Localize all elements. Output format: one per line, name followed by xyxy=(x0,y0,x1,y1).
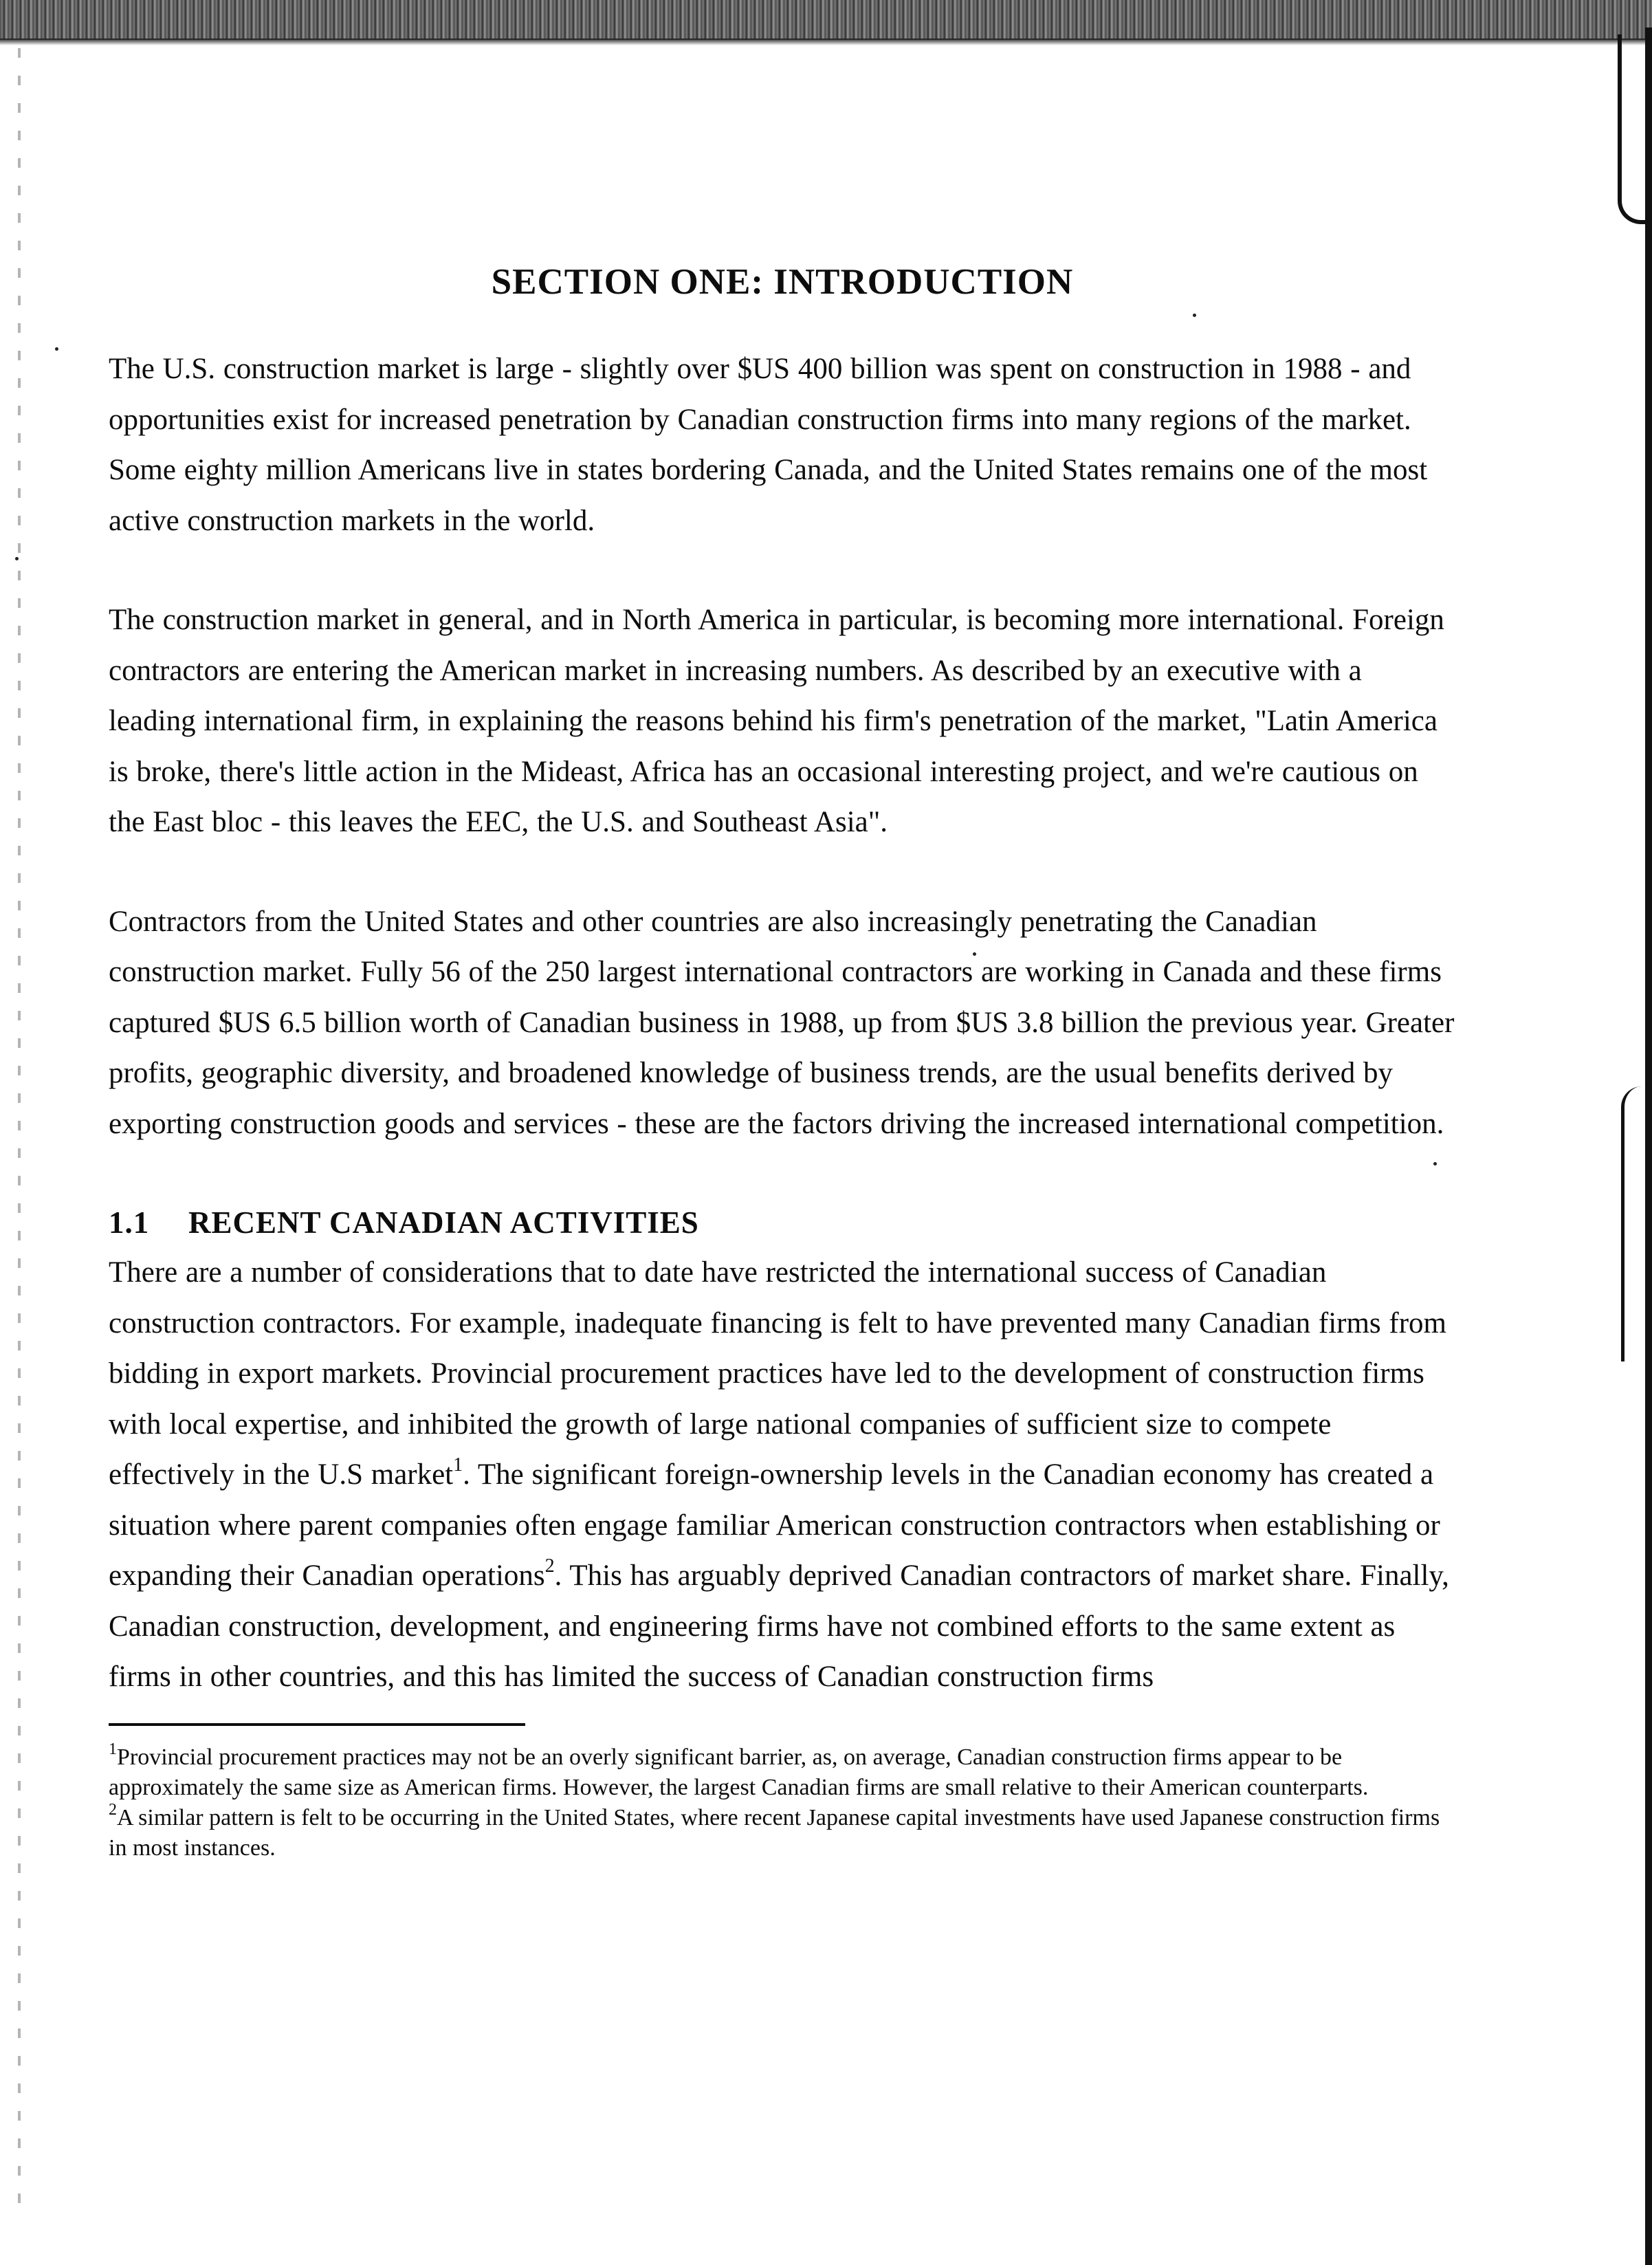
paragraph-internationalization: The construction market in general, and in North America in particular, is becoming more international. Foreign contractors are entering the American market in increasing numbers. As described by an executive with a leading international firm, in explaining the reasons behind his firm's penetration of the market, "Latin America is broke, there's little action in the Mideast, Africa has an occasional interesting project, and we're cautious on the East bloc - this leaves the EEC, the U.S. and Southeast Asia". xyxy=(109,604,1444,838)
footnote-mark: 1 xyxy=(109,1740,117,1759)
document-page xyxy=(109,261,1456,1863)
subsection-number: 1.1 xyxy=(109,1205,150,1240)
scan-border-right xyxy=(1645,28,1652,2265)
footnote-2 xyxy=(109,1803,1456,1863)
scan-border-top xyxy=(0,0,1652,40)
scan-speck xyxy=(15,557,19,560)
paragraph-foreign-contractors: Contractors from the United States and other countries are also increasingly penetrating the Canadian construction market. Fully 56 of the 250 largest international contractors are working in Canada and these firms captured $US 6.5 billion worth of Canadian business in 1988, up from $US 3.8 billion the previous year. Greater profits, geographic diversity, and broadened knowledge of business trends, are the usual benefits derived by exporting construction goods and services - these are the factors driving the increased international competition. xyxy=(109,905,1455,1140)
subsection-heading xyxy=(109,1198,1456,1247)
footnote-mark: 2 xyxy=(109,1801,117,1819)
footnote-ref-2: 2 xyxy=(544,1555,555,1577)
scan-speck xyxy=(55,347,58,351)
footnote-1 xyxy=(109,1742,1456,1803)
paragraph-text: There are a number of considerations that to date have restricted the international success of Canadian construction contractors. For example, inadequate financing is felt to have prevented many Canadian firms from bidding in export markets. Provincial procurement practices have led to the development of construction firms with local expertise, and inhibited the growth of large national companies of sufficient size to compete effectively in the U.S market xyxy=(109,1256,1446,1491)
footnote-text: A similar pattern is felt to be occurring in the United States, where recent Japanese capital investments have used Japanese construction firms in most instances. xyxy=(109,1804,1440,1861)
footnote-divider xyxy=(109,1723,525,1726)
footnote-ref-1: 1 xyxy=(453,1454,463,1476)
paragraph-canadian-activities xyxy=(109,1247,1456,1703)
subsection-title: RECENT CANADIAN ACTIVITIES xyxy=(188,1205,699,1240)
footnote-text: Provincial procurement practices may not be an overly significant barrier, as, on average, Canadian construction firms appear to be approximately the same size as American firms. However, the largest Canadian firms are small relative to their American counterparts. xyxy=(109,1744,1369,1800)
paragraph-text: . The significant foreign-ownership levels in the Canadian economy has created a situation where parent companies often engage familiar American construction contractors when establishing or expanding their Canadian operations xyxy=(109,1458,1440,1592)
page-curl-top xyxy=(1618,34,1645,224)
scan-border-left xyxy=(18,48,21,2214)
section-title: SECTION ONE: INTRODUCTION xyxy=(491,262,1074,302)
paragraph-text: . This has arguably deprived Canadian contractors of market share. Finally, Canadian construction, development, and engineering firms have not combined efforts to the same extent as firms in other countries, and this has limited the success of Canadian construction firms xyxy=(109,1560,1449,1693)
page-curl-middle xyxy=(1621,1086,1645,1361)
paragraph-market-size: The U.S. construction market is large - slightly over $US 400 billion was spent on construction in 1988 - and opportunities exist for increased penetration by Canadian construction firms into many regions of the market. Some eighty million Americans live in states bordering Canada, and the United States remains one of the most active construction markets in the world. xyxy=(109,353,1428,537)
